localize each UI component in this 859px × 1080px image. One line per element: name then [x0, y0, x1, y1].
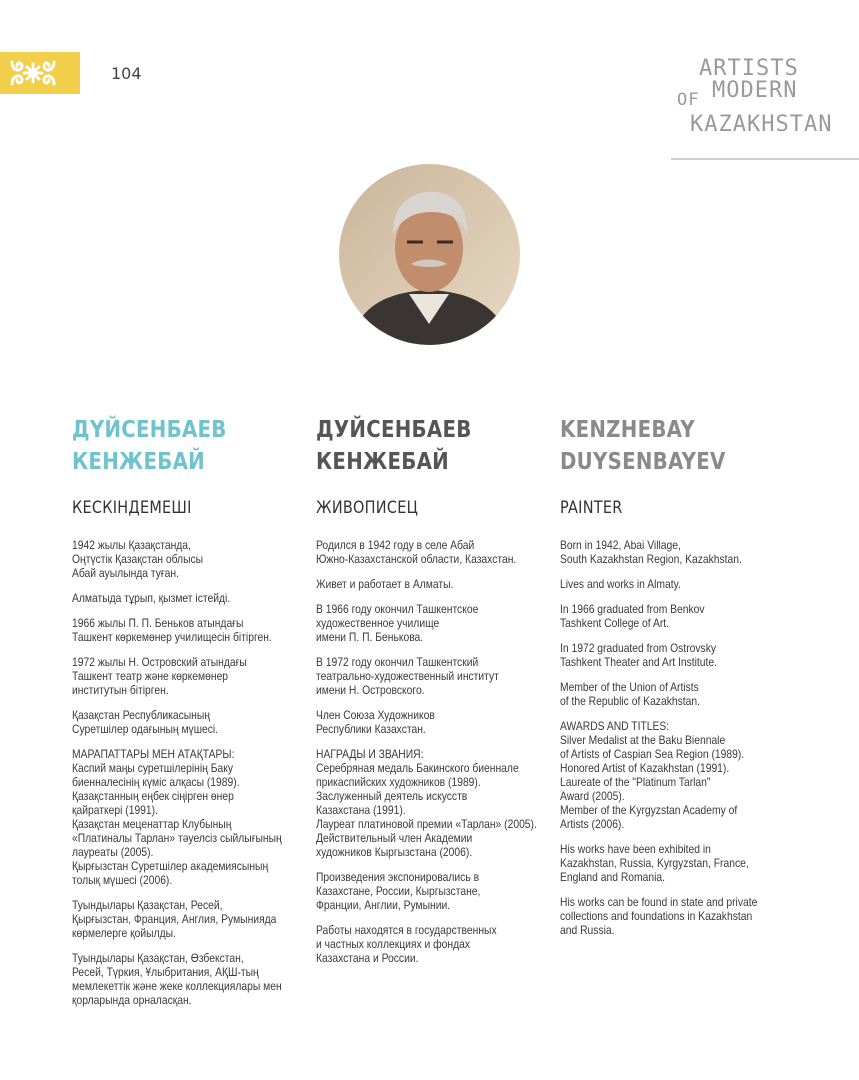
bio-paragraph: В 1966 году окончил Ташкентское художественное училище имени П. П. Бенькова. — [316, 602, 479, 644]
bio-paragraph: В 1972 году окончил Ташкентский театрально-художественный институт имени Н. Островского. — [316, 655, 499, 697]
page-number: 104 — [111, 64, 142, 83]
artist-role: PAINTER — [560, 498, 623, 518]
name-line-2: КЕНЖЕБАЙ — [72, 449, 205, 475]
biography — [72, 538, 296, 1018]
artist-name-english — [560, 414, 766, 478]
name-line-2: DUYSENBAYEV — [560, 449, 726, 475]
name-line-1: KENZHEBAY — [560, 417, 695, 443]
russian-column — [316, 414, 556, 965]
bio-paragraph: Алматыда тұрып, қызмет істейді. — [72, 591, 231, 605]
corner-logo — [0, 52, 80, 94]
brand-line-kazakhstan: KAZAKHSTAN — [690, 112, 833, 137]
name-line-1: ДҮЙСЕНБАЕВ — [72, 417, 227, 443]
bio-paragraph: 1966 жылы П. П. Беньков атындағы Ташкент көркемөнер училищесін бітірген. — [72, 616, 272, 644]
bio-paragraph: In 1972 graduated from Ostrovsky Tashkent Theater and Art Institute. — [560, 641, 718, 669]
kazakh-column — [72, 414, 312, 1007]
artist-name-russian — [316, 414, 522, 478]
artist-portrait-image — [339, 164, 520, 345]
bio-paragraph: Туындылары Қазақстан, Ресей, Қырғызстан, Франция, Англия, Румынияда көрмелерге қойылды. — [72, 898, 277, 940]
brand-line-modern: MODERN — [712, 78, 798, 103]
bio-paragraph: Член Союза Художников Республики Казахстан. — [316, 708, 435, 736]
bio-paragraph: AWARDS AND TITLES: Silver Medalist at the Baku Biennale of Artists of Caspian Sea Region (1989). Honored Artist of Kazakhstan (1991). Laureate of the "Platinum Tarlan" Award (2005). Member of the Kyrgyzstan Academy of Artists (2006). — [560, 719, 745, 831]
brand-line-of: OF — [677, 90, 700, 110]
bio-paragraph: Работы находятся в государственных и частных коллекциях и фондах Казахстана и России. — [316, 923, 497, 965]
kazakh-ornament-icon — [8, 58, 58, 88]
bio-paragraph: Живет и работает в Алматы. — [316, 577, 454, 591]
biography — [316, 538, 540, 976]
bio-paragraph: His works have been exhibited in Kazakhstan, Russia, Kyrgyzstan, France, England and Romania. — [560, 842, 749, 884]
artist-portrait — [339, 164, 520, 345]
series-brand-logo — [672, 56, 833, 152]
bio-paragraph: In 1966 graduated from Benkov Tashkent College of Art. — [560, 602, 705, 630]
bio-paragraph: Member of the Union of Artists of the Republic of Kazakhstan. — [560, 680, 700, 708]
bio-paragraph: Lives and works in Almaty. — [560, 577, 681, 591]
artist-role: ЖИВОПИСЕЦ — [316, 498, 419, 518]
bio-paragraph: МАРАПАТТАРЫ МЕН АТАҚТАРЫ: Каспий маңы суретшілерінің Баку биенналесінің күміс алқасы (1989). Қазақстанның еңбек сіңірген өнер қайраткері (1991). Қазақстан меценаттар Клубының «Платиналы Тарлан» тәуелсіз сыйлығының лауреаты (2005). Қырғызстан Суретшілер академиясының толық мүшесі (2006). — [72, 747, 282, 887]
bio-paragraph: Произведения экспонировались в Казахстане, России, Кыргызстане, Франции, Англии, Румынии. — [316, 870, 481, 912]
bio-paragraph: 1972 жылы Н. Островский атындағы Ташкент театр және көркемөнер институтын бітірген. — [72, 655, 247, 697]
bio-paragraph: Қазақстан Республикасының Суретшілер одағының мүшесі. — [72, 708, 219, 736]
english-column — [560, 414, 800, 937]
artist-role: КЕСКІНДЕМЕШІ — [72, 498, 192, 518]
brand-underline — [671, 158, 859, 160]
biography — [560, 538, 784, 948]
bio-paragraph: Родился в 1942 году в селе Абай Южно-Казахстанской области, Казахстан. — [316, 538, 517, 566]
artist-name-kazakh — [72, 414, 278, 478]
bio-paragraph: Born in 1942, Abai Village, South Kazakhstan Region, Kazakhstan. — [560, 538, 742, 566]
brand-line-artists: ARTISTS — [699, 56, 799, 81]
name-line-2: КЕНЖЕБАЙ — [316, 449, 449, 475]
bio-paragraph: 1942 жылы Қазақстанда, Оңтүстік Қазақстан облысы Абай ауылында туған. — [72, 538, 204, 580]
bio-paragraph: НАГРАДЫ И ЗВАНИЯ: Серебряная медаль Бакинского биеннале прикаспийских художников (1989). Заслуженный деятель искусств Казахстана (1991). Лауреат платиновой премии «Тарлан» (2005). Действительный член Академии художников Кыргызстана (2006). — [316, 747, 537, 859]
name-line-1: ДУЙСЕНБАЕВ — [316, 417, 472, 443]
bio-paragraph: Туындылары Қазақстан, Өзбекстан, Ресей, Түркия, Ұлыбритания, АҚШ-тың мемлекеттік және жеке коллекциялары мен қорларында орналасқан. — [72, 951, 282, 1007]
bio-paragraph: His works can be found in state and private collections and foundations in Kazakhstan and Russia. — [560, 895, 758, 937]
